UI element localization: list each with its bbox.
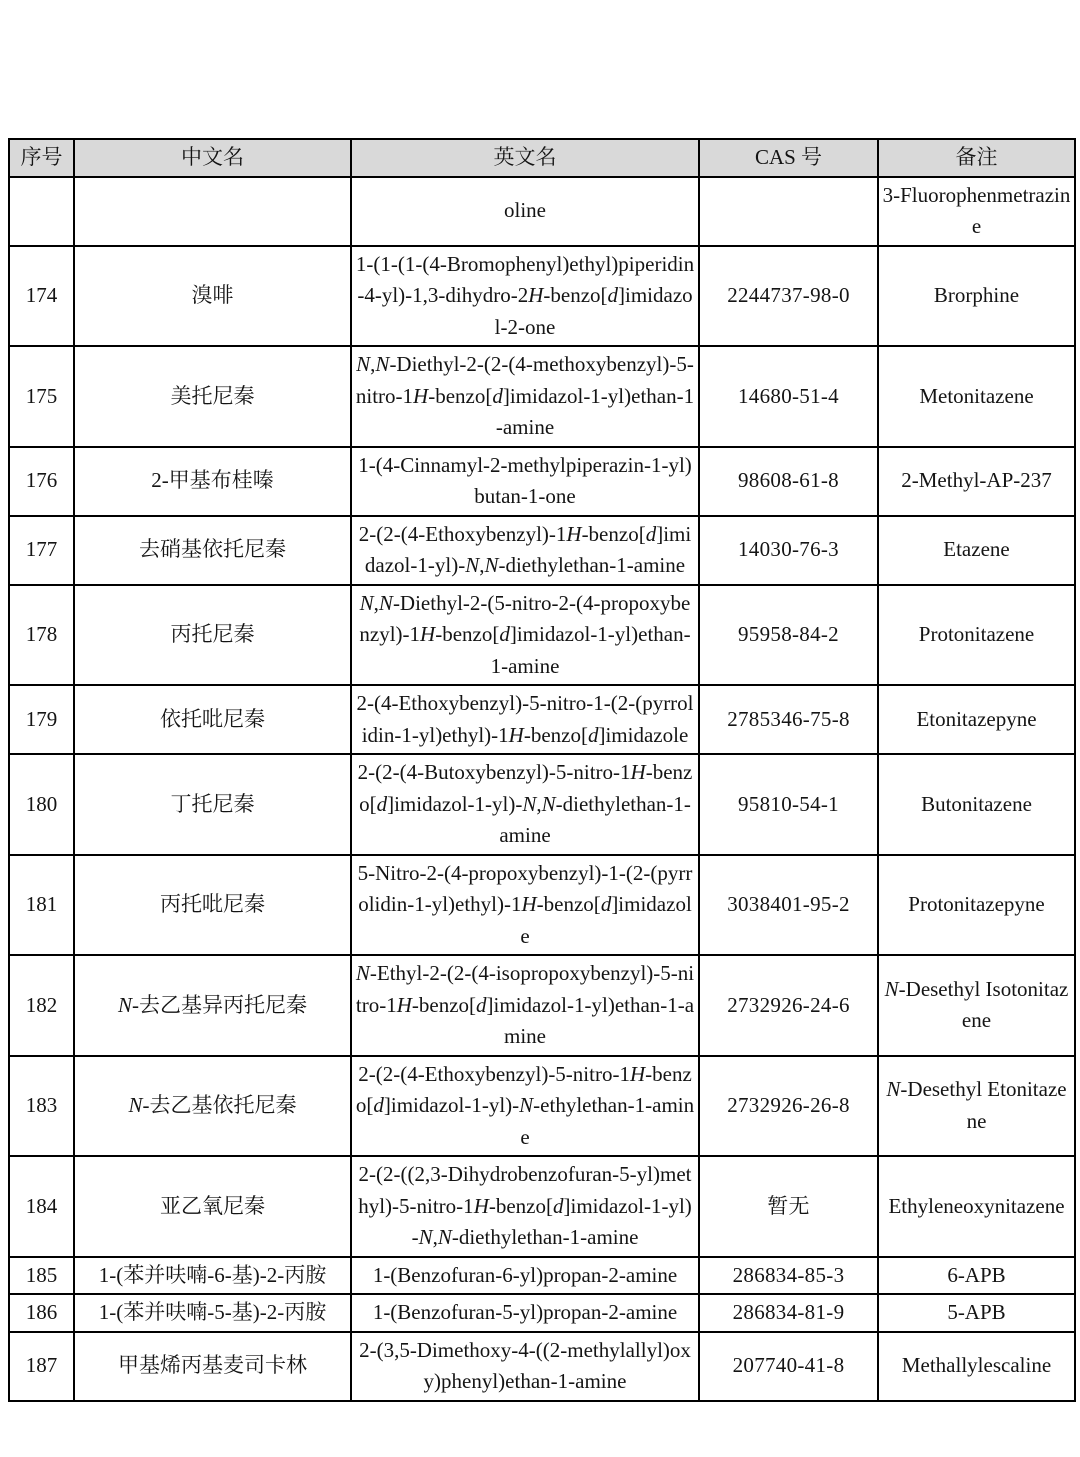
- col-header-serial: 序号: [9, 139, 74, 177]
- cell-chinese-name: 1-(苯并呋喃-6-基)-2-丙胺: [74, 1257, 351, 1295]
- cell-serial: 179: [9, 685, 74, 754]
- cell-chinese-name: 溴啡: [74, 246, 351, 347]
- table-row: [9, 855, 1075, 956]
- cell-chinese-name: 丙托尼秦: [74, 585, 351, 686]
- cell-serial: 175: [9, 346, 74, 447]
- cell-english-name: 2-(4-Ethoxybenzyl)-5-nitro-1-(2-(pyrrolidin-1-yl)ethyl)-1H-benzo[d]imidazole: [351, 685, 699, 754]
- table-row: [9, 177, 1075, 246]
- table-row: [9, 1332, 1075, 1401]
- cell-english-name: 2-(2-(4-Ethoxybenzyl)-5-nitro-1H-benzo[d]imidazol-1-yl)-N-ethylethan-1-amine: [351, 1056, 699, 1157]
- col-header-cas-number: CAS 号: [699, 139, 878, 177]
- table-row: [9, 516, 1075, 585]
- cell-english-name: 2-(2-(4-Ethoxybenzyl)-1H-benzo[d]imidazol-1-yl)-N,N-diethylethan-1-amine: [351, 516, 699, 585]
- cell-serial: [9, 177, 74, 246]
- cell-cas-number: 2732926-26-8: [699, 1056, 878, 1157]
- cell-remark: 6-APB: [878, 1257, 1075, 1295]
- cell-english-name: 2-(3,5-Dimethoxy-4-((2-methylallyl)oxy)phenyl)ethan-1-amine: [351, 1332, 699, 1401]
- cell-english-name: 5-Nitro-2-(4-propoxybenzyl)-1-(2-(pyrrolidin-1-yl)ethyl)-1H-benzo[d]imidazole: [351, 855, 699, 956]
- cell-serial: 181: [9, 855, 74, 956]
- table-row: [9, 585, 1075, 686]
- cell-remark: N-Desethyl Isotonitazene: [878, 955, 1075, 1056]
- cell-cas-number: 14680-51-4: [699, 346, 878, 447]
- table-row: [9, 955, 1075, 1056]
- cell-remark: Butonitazene: [878, 754, 1075, 855]
- cell-english-name: 2-(2-(4-Butoxybenzyl)-5-nitro-1H-benzo[d]imidazol-1-yl)-N,N-diethylethan-1-amine: [351, 754, 699, 855]
- cell-english-name: N-Ethyl-2-(2-(4-isopropoxybenzyl)-5-nitro-1H-benzo[d]imidazol-1-yl)ethan-1-amine: [351, 955, 699, 1056]
- cell-remark: Etazene: [878, 516, 1075, 585]
- cell-remark: Methallylescaline: [878, 1332, 1075, 1401]
- cell-remark: Protonitazene: [878, 585, 1075, 686]
- cell-remark: 3-Fluorophenmetrazine: [878, 177, 1075, 246]
- cell-serial: 174: [9, 246, 74, 347]
- cell-chinese-name: 依托吡尼秦: [74, 685, 351, 754]
- cell-serial: 187: [9, 1332, 74, 1401]
- cell-english-name: N,N-Diethyl-2-(2-(4-methoxybenzyl)-5-nitro-1H-benzo[d]imidazol-1-yl)ethan-1-amine: [351, 346, 699, 447]
- cell-english-name: 1-(4-Cinnamyl-2-methylpiperazin-1-yl)butan-1-one: [351, 447, 699, 516]
- cell-remark: Etonitazepyne: [878, 685, 1075, 754]
- col-header-english-name: 英文名: [351, 139, 699, 177]
- cell-english-name: 1-(Benzofuran-5-yl)propan-2-amine: [351, 1294, 699, 1332]
- cell-remark: Ethyleneoxynitazene: [878, 1156, 1075, 1257]
- cell-serial: 184: [9, 1156, 74, 1257]
- cell-english-name: 1-(1-(1-(4-Bromophenyl)ethyl)piperidin-4-yl)-1,3-dihydro-2H-benzo[d]imidazol-2-one: [351, 246, 699, 347]
- cell-cas-number: 286834-85-3: [699, 1257, 878, 1295]
- cell-cas-number: 95958-84-2: [699, 585, 878, 686]
- cell-cas-number: 14030-76-3: [699, 516, 878, 585]
- cell-english-name: oline: [351, 177, 699, 246]
- cell-chinese-name: N-去乙基依托尼秦: [74, 1056, 351, 1157]
- cell-remark: N-Desethyl Etonitazene: [878, 1056, 1075, 1157]
- table-row: [9, 1257, 1075, 1295]
- cell-serial: 182: [9, 955, 74, 1056]
- cell-remark: 2-Methyl-AP-237: [878, 447, 1075, 516]
- cell-chinese-name: N-去乙基异丙托尼秦: [74, 955, 351, 1056]
- cell-remark: Metonitazene: [878, 346, 1075, 447]
- cell-cas-number: 2244737-98-0: [699, 246, 878, 347]
- cell-serial: 177: [9, 516, 74, 585]
- cell-serial: 186: [9, 1294, 74, 1332]
- cell-cas-number: 暂无: [699, 1156, 878, 1257]
- cell-cas-number: 3038401-95-2: [699, 855, 878, 956]
- cell-english-name: 2-(2-((2,3-Dihydrobenzofuran-5-yl)methyl)-5-nitro-1H-benzo[d]imidazol-1-yl)-N,N-diethylethan-1-amine: [351, 1156, 699, 1257]
- table-row: [9, 1056, 1075, 1157]
- cell-chinese-name: 去硝基依托尼秦: [74, 516, 351, 585]
- table-row: [9, 346, 1075, 447]
- substance-table: [8, 138, 1076, 1402]
- cell-chinese-name: 丁托尼秦: [74, 754, 351, 855]
- table-row: [9, 754, 1075, 855]
- cell-serial: 176: [9, 447, 74, 516]
- table-header: [9, 139, 1075, 177]
- cell-cas-number: 207740-41-8: [699, 1332, 878, 1401]
- col-header-remark: 备注: [878, 139, 1075, 177]
- cell-serial: 185: [9, 1257, 74, 1295]
- cell-serial: 180: [9, 754, 74, 855]
- col-header-chinese-name: 中文名: [74, 139, 351, 177]
- table-row: [9, 1156, 1075, 1257]
- table-row: [9, 447, 1075, 516]
- cell-cas-number: [699, 177, 878, 246]
- table-row: [9, 685, 1075, 754]
- cell-chinese-name: 1-(苯并呋喃-5-基)-2-丙胺: [74, 1294, 351, 1332]
- cell-chinese-name: 甲基烯丙基麦司卡林: [74, 1332, 351, 1401]
- cell-remark: Protonitazepyne: [878, 855, 1075, 956]
- cell-remark: Brorphine: [878, 246, 1075, 347]
- cell-serial: 183: [9, 1056, 74, 1157]
- cell-cas-number: 2732926-24-6: [699, 955, 878, 1056]
- cell-chinese-name: [74, 177, 351, 246]
- cell-serial: 178: [9, 585, 74, 686]
- table-body: [9, 177, 1075, 1401]
- table-row: [9, 246, 1075, 347]
- header-row: [9, 139, 1075, 177]
- cell-remark: 5-APB: [878, 1294, 1075, 1332]
- cell-cas-number: 2785346-75-8: [699, 685, 878, 754]
- cell-cas-number: 95810-54-1: [699, 754, 878, 855]
- cell-cas-number: 286834-81-9: [699, 1294, 878, 1332]
- cell-cas-number: 98608-61-8: [699, 447, 878, 516]
- cell-chinese-name: 亚乙氧尼秦: [74, 1156, 351, 1257]
- cell-chinese-name: 丙托吡尼秦: [74, 855, 351, 956]
- cell-english-name: 1-(Benzofuran-6-yl)propan-2-amine: [351, 1257, 699, 1295]
- cell-english-name: N,N-Diethyl-2-(5-nitro-2-(4-propoxybenzyl)-1H-benzo[d]imidazol-1-yl)ethan-1-amine: [351, 585, 699, 686]
- table-row: [9, 1294, 1075, 1332]
- cell-chinese-name: 美托尼秦: [74, 346, 351, 447]
- cell-chinese-name: 2-甲基布桂嗪: [74, 447, 351, 516]
